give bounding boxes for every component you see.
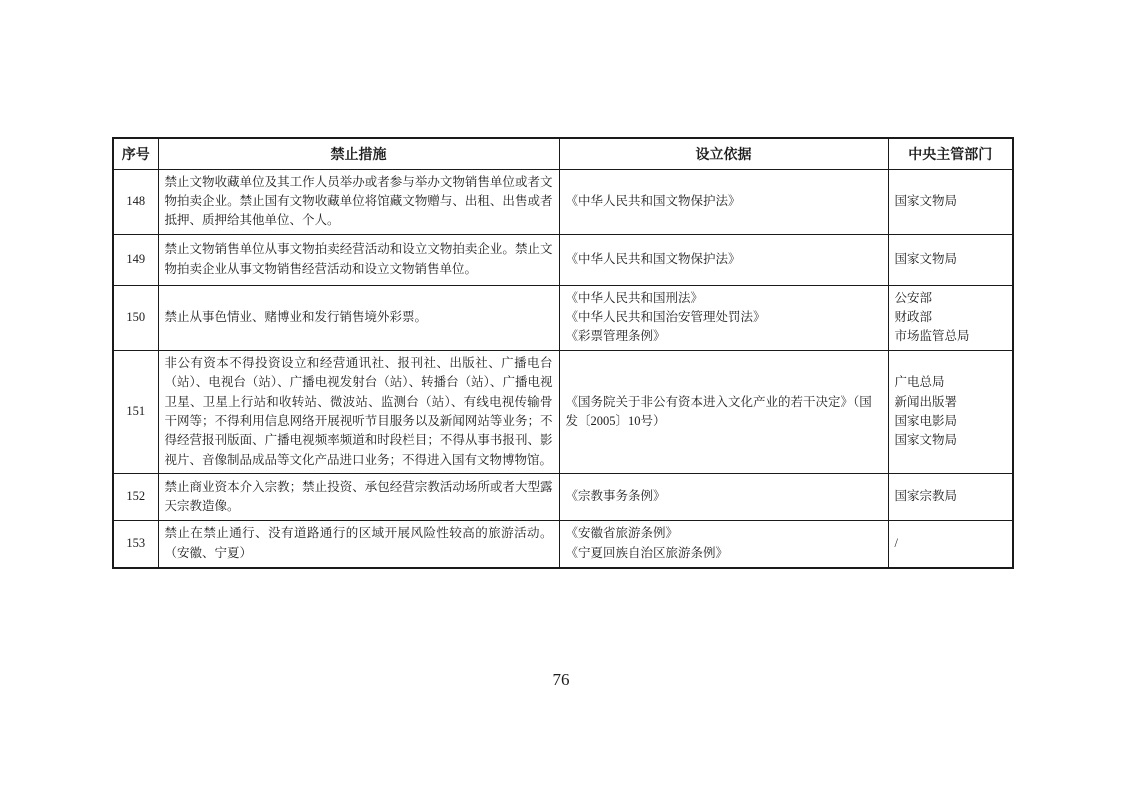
basis-line: 《安徽省旅游条例》 [565, 526, 679, 541]
cell-serial-number: 152 [113, 474, 158, 521]
cell-serial-number: 149 [113, 234, 158, 285]
cell-prohibited-measure: 非公有资本不得投资设立和经营通讯社、报刊社、出版社、广播电台（站）、电视台（站）、广播电视发射台（站）、转播台（站）、广播电视卫星、卫星上行站和收转站、微波站、监测台（站）、有线电视传输骨干网等；不得利用信息网络开展视听节目服务以及新闻网站等业务；不得经营报刊版面、广播电视频率频道和时段栏目；不得从事书报刊、影视片、音像制品成品等文化产品进口业务；不得进入国有文物博物馆。 [158, 350, 559, 473]
cell-central-department [888, 285, 1013, 350]
cell-prohibited-measure: 禁止从事色情业、赌博业和发行销售境外彩票。 [158, 285, 559, 350]
cell-prohibited-measure: 禁止文物销售单位从事文物拍卖经营活动和设立文物拍卖企业。禁止文物拍卖企业从事文物销售经营活动和设立文物销售单位。 [158, 234, 559, 285]
cell-establishment-basis [559, 521, 888, 568]
cell-prohibited-measure: 禁止在禁止通行、没有道路通行的区域开展风险性较高的旅游活动。（安徽、宁夏） [158, 521, 559, 568]
department-line: 市场监管总局 [894, 329, 970, 344]
prohibition-measures-table [112, 137, 1014, 569]
cell-serial-number: 148 [113, 169, 158, 234]
cell-establishment-basis [559, 474, 888, 521]
department-line: 国家文物局 [894, 193, 958, 208]
basis-line: 《国务院关于非公有资本进入文化产业的若干决定》（国发〔2005〕10号） [565, 394, 872, 428]
department-line: 国家文物局 [894, 433, 958, 448]
department-line: 财政部 [894, 310, 933, 324]
cell-central-department [888, 169, 1013, 234]
cell-establishment-basis [559, 169, 888, 234]
table-header-row [113, 138, 1013, 169]
header-serial-number: 序号 [113, 138, 158, 169]
department-line: 广电总局 [894, 375, 945, 390]
cell-establishment-basis [559, 234, 888, 285]
table-row [113, 169, 1013, 234]
table-row [113, 474, 1013, 521]
department-line: 国家电影局 [894, 413, 958, 428]
cell-serial-number: 151 [113, 350, 158, 473]
cell-central-department [888, 521, 1013, 568]
header-prohibited-measure: 禁止措施 [158, 138, 559, 169]
department-line: 国家文物局 [894, 251, 958, 266]
cell-central-department [888, 474, 1013, 521]
basis-line: 《宁夏回族自治区旅游条例》 [565, 545, 729, 560]
cell-central-department [888, 234, 1013, 285]
table-row [113, 521, 1013, 568]
page-number: 76 [552, 670, 570, 689]
header-central-department: 中央主管部门 [888, 138, 1013, 169]
header-establishment-basis: 设立依据 [559, 138, 888, 169]
cell-prohibited-measure: 禁止文物收藏单位及其工作人员举办或者参与举办文物销售单位或者文物拍卖企业。禁止国有文物收藏单位将馆藏文物赠与、出租、出售或者抵押、质押给其他单位、个人。 [158, 169, 559, 234]
department-line: 新闻出版署 [894, 394, 958, 409]
table-row [113, 234, 1013, 285]
basis-line: 《中华人民共和国文物保护法》 [565, 251, 741, 266]
cell-central-department [888, 350, 1013, 473]
basis-line: 《中华人民共和国文物保护法》 [565, 193, 741, 208]
department-line: 公安部 [894, 290, 933, 305]
table-row [113, 285, 1013, 350]
department-line: 国家宗教局 [894, 489, 958, 504]
department-line: / [894, 536, 898, 551]
basis-line: 《中华人民共和国治安管理处罚法》 [565, 310, 766, 324]
basis-line: 《彩票管理条例》 [565, 329, 666, 344]
basis-line: 《宗教事务条例》 [565, 489, 666, 504]
cell-serial-number: 153 [113, 521, 158, 568]
cell-establishment-basis [559, 350, 888, 473]
cell-establishment-basis [559, 285, 888, 350]
cell-serial-number: 150 [113, 285, 158, 350]
basis-line: 《中华人民共和国刑法》 [565, 290, 704, 305]
table-row [113, 350, 1013, 473]
cell-prohibited-measure: 禁止商业资本介入宗教；禁止投资、承包经营宗教活动场所或者大型露天宗教造像。 [158, 474, 559, 521]
